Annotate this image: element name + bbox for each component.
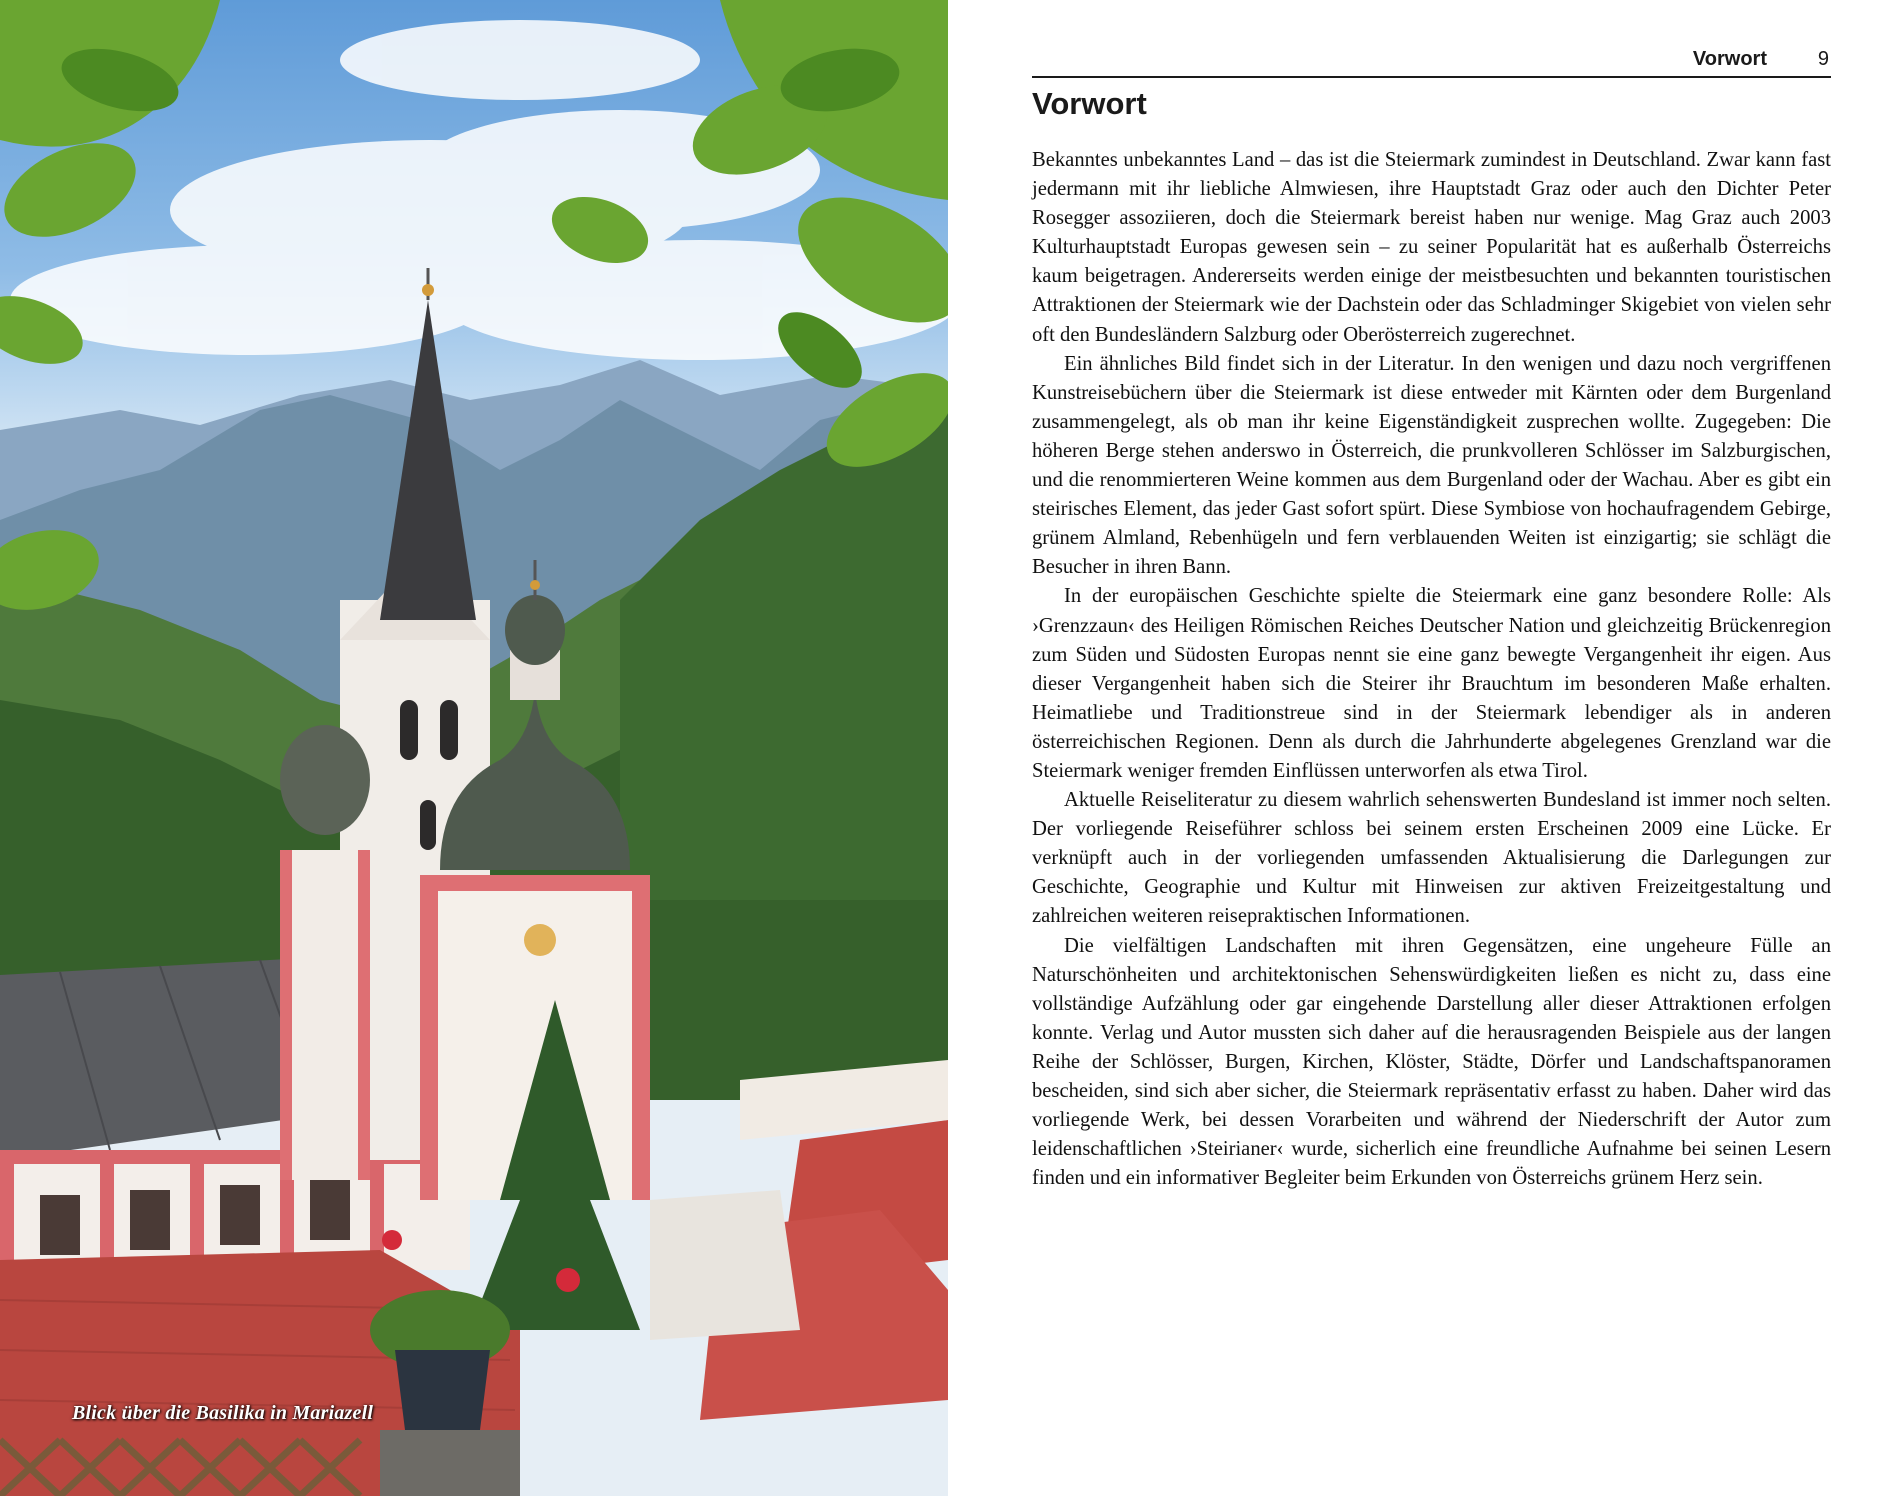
paragraph-5: Die vielfältigen Landschaften mit ihren Gegensätzen, eine ungeheure Fülle an Naturschönheiten und architektonischen Sehenswürdigkeiten ließen es nicht zu, dass eine vollständige Aufzählung oder gar eingehende Darstellung aller dieser Attraktionen erfolgen konnte. Verlag und Autor mussten sich daher auf die herausragenden Beispiele aus der langen Reihe der Schlösser, Burgen, Kirchen, Klöster, Städte, Dörfer und Landschaftspanoramen bescheiden, sind sich aber sicher, die Steiermark repräsentativ erfasst zu haben. Daher wird das vorliegende Werk, bei dessen Vorarbeiten und während der Niederschrift der Autor zum leidenschaftlichen ›Steirianer‹ wurde, sicherlich eine freundliche Aufnahme bei seinen Lesern finden und ein informativer Begleiter beim Erkunden von Österreichs grünem Herz sein. (1032, 934, 1831, 1190)
body-text (1032, 146, 1831, 1193)
page-number: 9 (1817, 48, 1829, 70)
paragraph-1: Bekanntes unbekanntes Land – das ist die Steiermark zumindest in Deutschland. Zwar kann fast jedermann mit ihr liebliche Almwiesen, ihre Hauptstadt Graz oder auch den Dichter Peter Rosegger assoziieren, doch die Steiermark bereist haben nur wenige. Mag Graz auch 2003 Kulturhauptstadt Europas gewesen sein – zu seiner Popularität hat es außerhalb Österreichs kaum beigetragen. Andererseits werden einige der meistbesuchten und bekannten touristischen Attraktionen der Steiermark wie der Dachstein oder das Schladminger Skigebiet von vielen sehr oft den Bundesländern Salzburg oder Oberösterreich zugerechnet. (1032, 149, 1831, 346)
clock-face (524, 924, 556, 956)
photo-caption: Blick über die Basilika in Mariazell (72, 1402, 374, 1424)
paragraph-3: In der europäischen Geschichte spielte die Steiermark eine ganz besondere Rolle: Als ›Grenzzaun‹ des Heiligen Römischen Reiches Deutscher Nation und gleichzeitig Brückenregion zum Süden und Südosten Europas nennt sie eine ganz bewegte Vergangenheit ihr eigen. Aus dieser Vergangenheit haben sich die Steirer ihr Brauchtum im besonderen Maße erhalten. Heimatliebe und Traditionstreue sind in der Steiermark lebendiger als in anderen österreichischen Regionen. Denn als durch die Jahrhunderte abgelegenes Grenzland war die Steiermark weniger fremden Einflüssen unterworfen als etwa Tirol. (1032, 585, 1831, 782)
paragraph-4: Aktuelle Reiseliteratur zu diesem wahrlich sehenswerten Bundesland ist immer noch selten. Der vorliegende Reiseführer schloss bei seinem ersten Erscheinen 2009 eine Lücke. Er verknüpft auch in der vorliegenden umfassenden Aktualisierung die Darlegungen zur Geschichte, Geographie und Kultur mit Hinweisen zur aktiven Freizeitgestaltung und zahlreichen weiteren reisepraktischen Informationen. (1032, 789, 1831, 928)
baroque-tower-left (280, 850, 370, 1180)
flower-pot (395, 1350, 490, 1430)
running-head (1032, 46, 1831, 78)
paragraph-2: Ein ähnliches Bild findet sich in der Literatur. In den wenigen und dazu noch vergriffenen Kunstreisebüchern über die Steiermark ist diese entweder mit Kärnten oder dem Burgenland zusammengelegt, als ob man ihr keine Eigenständigkeit zusprechen wollte. Zugegeben: Die höheren Berge stehen anderswo in Österreich, die prunkvolleren Schlösser im Salzburgischen, und die renommierteren Weine kommen aus dem Burgenland oder der Wachau. Aber es gibt ein steirisches Element, das jeder Gast sofort spürt. Diese Symbiose von hochaufragendem Gebirge, grünem Almland, Rebenhügeln und fern verblauenden Weiten ist einzigartig; sie schlägt die Besucher in ihren Bann. (1032, 352, 1831, 579)
running-title: Vorwort (1692, 48, 1767, 70)
chapter-title: Vorwort (1032, 86, 1147, 121)
text-page (948, 0, 1890, 1496)
